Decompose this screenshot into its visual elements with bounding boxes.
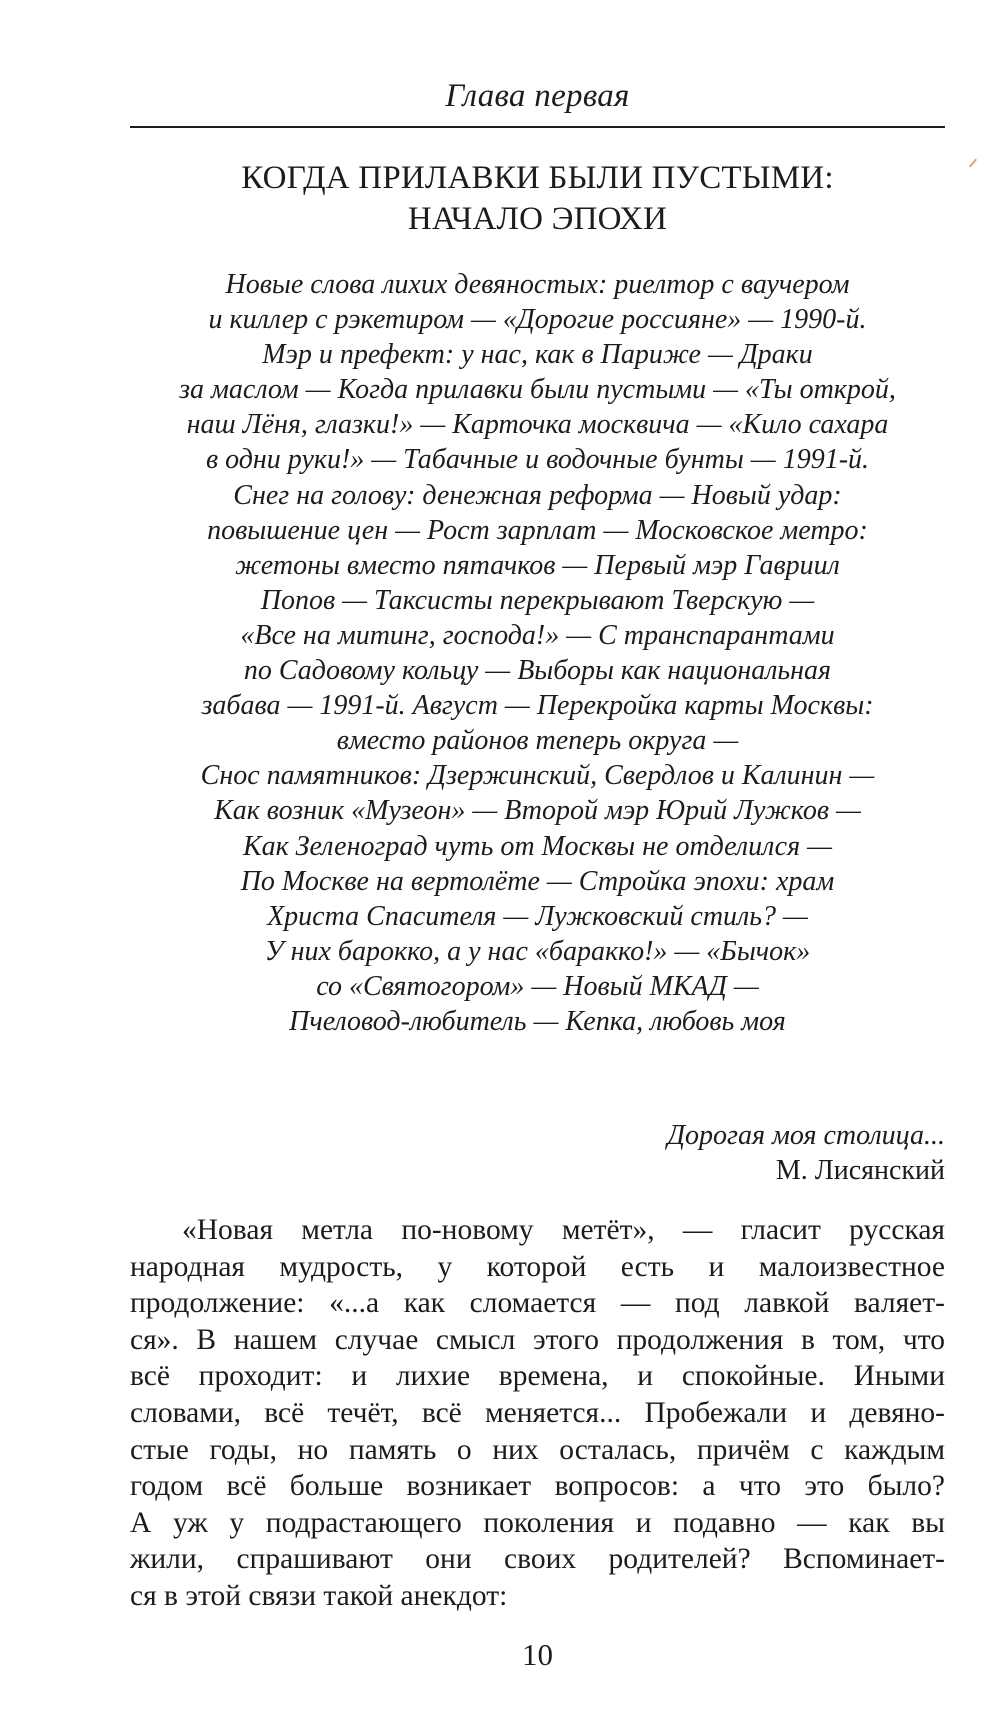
- page-number: 10: [522, 1637, 553, 1672]
- synopsis-line: по Садовому кольцу — Выборы как национальная: [243, 655, 832, 687]
- chapter-synopsis: [110, 267, 965, 1039]
- epigraph-quote: Дорогая моя столица...: [667, 1120, 945, 1151]
- paragraph-line: «Новая метла по-новому метёт», — гласит русская: [182, 1214, 945, 1246]
- running-header: Глава первая: [445, 78, 630, 114]
- paragraph-line: ся в этой связи такой анекдот:: [130, 1579, 508, 1612]
- scan-mark: [969, 159, 977, 168]
- synopsis-line: повышение цен — Рост зарплат — Московское метро:: [207, 514, 868, 546]
- synopsis-line: жетоны вместо пятачков — Первый мэр Гавриил: [235, 549, 840, 581]
- synopsis-line: наш Лёня, глазки!» — Карточка москвича — «Кило сахара: [186, 409, 889, 441]
- paragraph-line: всё проходит: и лихие времена, и спокойные. Иными: [130, 1360, 945, 1393]
- synopsis-line: У них барокко, а у нас «баракко!» — «Бычок»: [264, 935, 811, 967]
- synopsis-line: и киллер с рэкетиром — «Дорогие россияне» — 1990-й.: [208, 304, 867, 336]
- paragraph-line: словами, всё течёт, всё меняется... Пробежали и девяно-: [130, 1396, 945, 1429]
- synopsis-line: Пчеловод-любитель — Кепка, любовь моя: [289, 1005, 786, 1037]
- synopsis-line: Новые слова лихих девяностых: риелтор с ваучером: [225, 269, 850, 300]
- synopsis-line: По Москве на вертолёте — Стройка эпохи: храм: [240, 865, 835, 897]
- epigraph: [667, 1118, 945, 1188]
- paragraph-line: годом всё больше возникает вопросов: а что это было?: [130, 1470, 945, 1503]
- chapter-title: [130, 158, 945, 240]
- header-rule: [130, 126, 945, 128]
- paragraph-line: продолжение: «...а как сломается — под лавкой валяет-: [130, 1287, 945, 1320]
- synopsis-line: Снег на голову: денежная реформа — Новый удар:: [233, 479, 842, 511]
- body-paragraph: [130, 1212, 945, 1615]
- paragraph-line: А уж у подрастающего поколения и подавно — как вы: [130, 1506, 945, 1539]
- synopsis-line: Попов — Таксисты перекрывают Тверскую —: [260, 584, 815, 616]
- epigraph-author: М. Лисянский: [775, 1155, 945, 1186]
- synopsis-line: Снос памятников: Дзержинский, Свердлов и Калинин —: [200, 760, 875, 792]
- synopsis-line: за маслом — Когда прилавки были пустыми — «Ты открой,: [179, 374, 896, 406]
- synopsis-line: «Все на митинг, господа!» — С транспарантами: [240, 619, 835, 651]
- synopsis-line: Как Зеленоград чуть от Москвы не отделился —: [242, 830, 832, 862]
- synopsis-line: со «Святогором» — Новый МКАД —: [316, 970, 759, 1002]
- synopsis-line: в одни руки!» — Табачные и водочные бунты — 1991-й.: [205, 444, 870, 476]
- synopsis-line: забава — 1991-й. Август — Перекройка карты Москвы:: [201, 690, 874, 722]
- paragraph-line: жили, спрашивают они своих родителей? Вспоминает-: [130, 1543, 945, 1576]
- synopsis-line: вместо районов теперь округа —: [336, 725, 739, 757]
- chapter-title-line: НАЧАЛО ЭПОХИ: [407, 201, 668, 237]
- chapter-title-line: КОГДА ПРИЛАВКИ БЫЛИ ПУСТЫМИ:: [241, 160, 834, 196]
- synopsis-line: Христа Спасителя — Лужковский стиль? —: [267, 900, 808, 932]
- paragraph-line: ся». В нашем случае смысл этого продолжения в том, что: [130, 1323, 945, 1356]
- paragraph-line: стые годы, но память о них осталась, причём с каждым: [130, 1433, 945, 1466]
- synopsis-line: Как возник «Музеон» — Второй мэр Юрий Лужков —: [214, 795, 861, 827]
- paragraph-line: народная мудрость, у которой есть и малоизвестное: [130, 1250, 945, 1283]
- synopsis-line: Мэр и префект: у нас, как в Париже — Драки: [262, 339, 813, 371]
